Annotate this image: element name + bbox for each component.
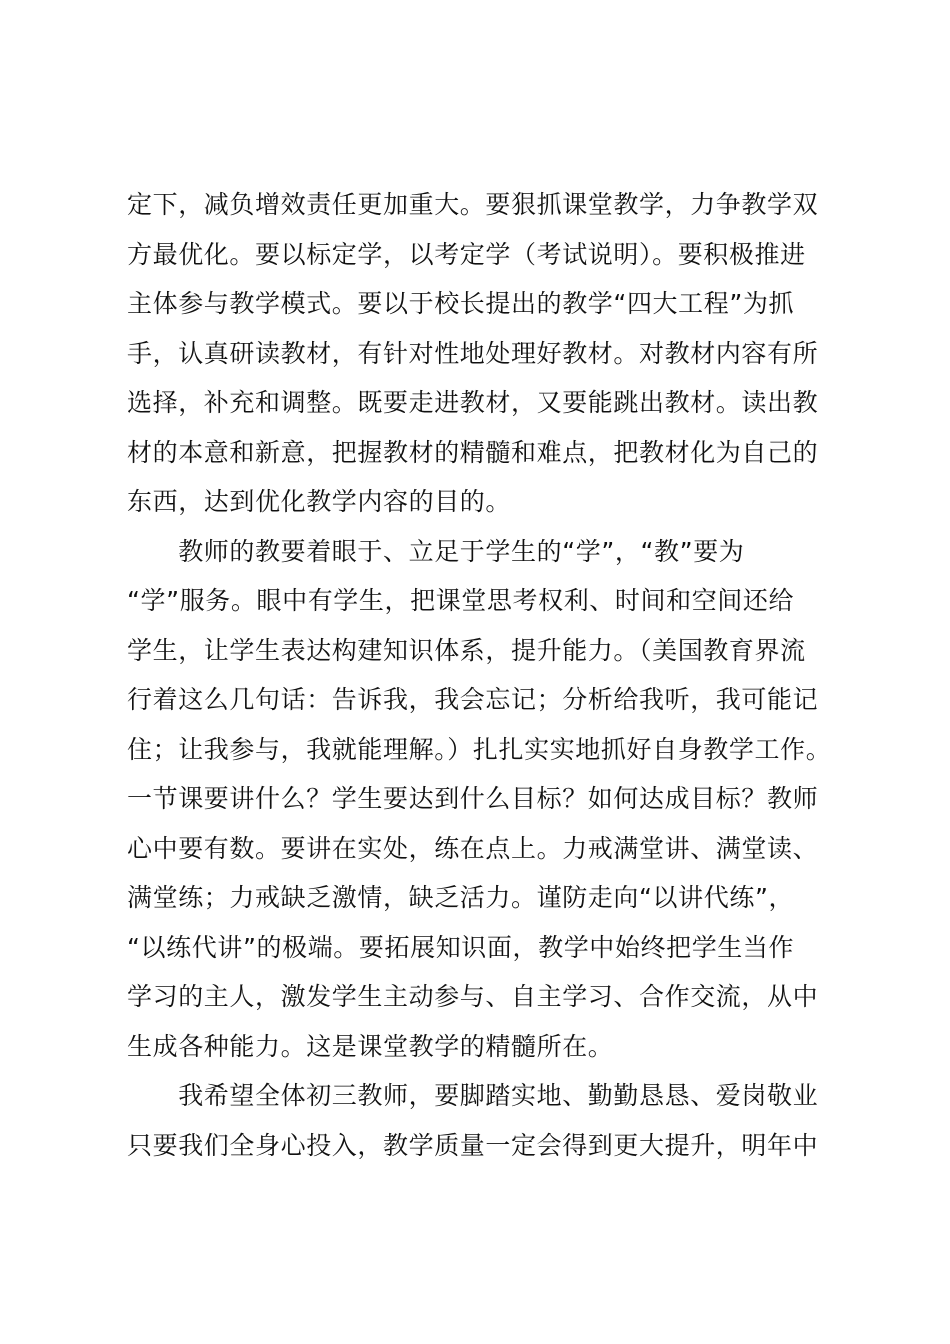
text-line: 学生，让学生表达构建知识体系，提升能力。（美国教育界流 (127, 635, 806, 665)
text-line: “以练代讲”的极端。要拓展知识面，教学中始终把学生当作 (127, 932, 795, 962)
text-line: 方最优化。要以标定学，以考定学（考试说明）。要积极推进 (127, 239, 806, 269)
text-line: 学习的主人，激发学生主动参与、自主学习、合作交流，从中 (127, 982, 819, 1011)
text-line: 满堂练；力戒缺乏激情，缺乏活力。谨防走向“以讲代练”， (127, 883, 795, 912)
text-line: 住；让我参与，我就能理解。）扎扎实实地抓好自身教学工作。 (127, 734, 832, 764)
text-line: 心中要有数。要讲在实处，练在点上。力戒满堂讲、满堂读、 (127, 833, 819, 863)
text-line: 东西，达到优化教学内容的目的。 (127, 487, 512, 516)
text-line: 生成各种能力。这是课堂教学的精髓所在。 (127, 1031, 614, 1061)
text-line: 主体参与教学模式。要以于校长提出的教学“四大工程”为抓 (127, 289, 795, 318)
text-line: 手，认真研读教材，有针对性地处理好教材。对教材内容有所 (127, 338, 819, 368)
text-line: 教师的教要着眼于、立足于学生的“学”，“教”要为 (127, 536, 745, 566)
text-line: 只要我们全身心投入，教学质量一定会得到更大提升，明年中 (127, 1130, 819, 1160)
text-line: 一节课要讲什么？学生要达到什么目标？如何达成目标？教师 (127, 784, 819, 813)
body-text (127, 180, 847, 1170)
text-line: 材的本意和新意，把握教材的精髓和难点，把教材化为自己的 (127, 437, 819, 467)
text-line: 我希望全体初三教师，要脚踏实地、勤勤恳恳、爱岗敬业 (127, 1081, 819, 1110)
text-line: 选择，补充和调整。既要走进教材，又要能跳出教材。读出教 (127, 388, 819, 417)
text-line: “学”服务。眼中有学生，把课堂思考权利、时间和空间还给 (127, 586, 795, 615)
text-line: 定下，减负增效责任更加重大。要狠抓课堂教学，力争教学双 (127, 190, 819, 219)
text-line: 行着这么几句话：告诉我，我会忘记；分析给我听，我可能记 (127, 685, 819, 714)
